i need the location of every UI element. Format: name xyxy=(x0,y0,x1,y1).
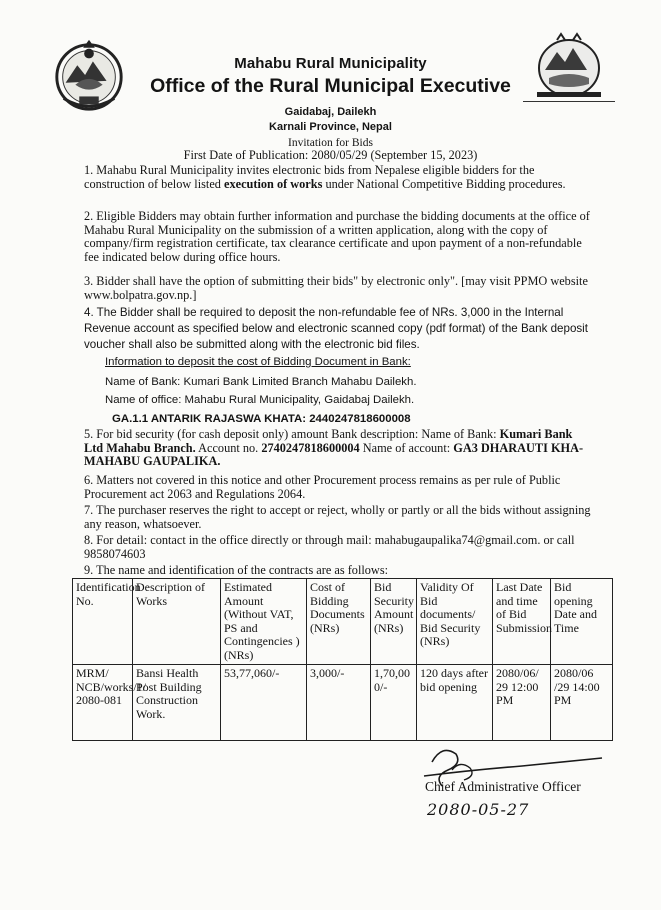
contracts-table xyxy=(72,578,613,741)
table-cell: Bansi Health Post Building Construction Work. xyxy=(133,665,221,741)
signatory-title: Chief Administrative Officer xyxy=(425,779,581,794)
paragraph-1: 1. Mahabu Rural Municipality invites electronic bids from Nepalese eligible bidders for the construction of below listed execution of works under National Competitive Bidding procedures. xyxy=(84,163,566,191)
invitation-title: Invitation for Bids xyxy=(288,137,373,149)
paragraph-6: 6. Matters not covered in this notice and other Procurement process remains as per rule of Public Procurement act 2063 and Regulations 2064. xyxy=(84,473,561,501)
signature-date: 2080-05-27 xyxy=(427,800,530,819)
table-cell: 2080/06/ 29 12:00 PM xyxy=(493,665,551,741)
table-header-cell: Identification No. xyxy=(73,579,133,665)
table-header-cell: Last Date and time of Bid Submission xyxy=(493,579,551,665)
logo-underline xyxy=(523,101,615,102)
office-name: Name of office: Mahabu Rural Municipality, Gaidabaj Dailekh. xyxy=(105,394,415,406)
paragraph-5: 5. For bid security (for cash deposit only) amount Bank description: Name of Bank: Kumari Bank Ltd Mahabu Branch. Account no. 2740247818600004 Name of account: GA3 DHARAUTI KHA-MAHABU GAUPALIKA. xyxy=(84,427,584,469)
address-line-1: Gaidabaj, Dailekh xyxy=(284,106,377,118)
table-header-row xyxy=(73,579,613,665)
table-header-cell: Cost of Bidding Documents (NRs) xyxy=(307,579,371,665)
table-cell: 1,70,000/- xyxy=(371,665,417,741)
address-line-2: Karnali Province, Nepal xyxy=(269,121,392,133)
table-cell: 2080/06 /29 14:00 PM xyxy=(551,665,613,741)
table-header-cell: Description of Works xyxy=(133,579,221,665)
table-cell: 53,77,060/- xyxy=(221,665,307,741)
paragraph-7: 7. The purchaser reserves the right to accept or reject, wholly or partly or all the bids without assigning any reason, whatsoever. xyxy=(84,503,591,531)
table-header-cell: Bid Security Amount (NRs) xyxy=(371,579,417,665)
revenue-account: GA.1.1 ANTARIK RAJASWA KHATA: 2440247818600008 xyxy=(112,413,411,425)
publication-date: First Date of Publication: 2080/05/29 (September 15, 2023) xyxy=(183,148,478,162)
municipality-name: Mahabu Rural Municipality xyxy=(234,55,427,72)
table-cell: 3,000/- xyxy=(307,665,371,741)
office-title: Office of the Rural Municipal Executive xyxy=(150,75,511,97)
table-header-cell: Bid opening Date and Time xyxy=(551,579,613,665)
table-header-cell: Estimated Amount (Without VAT, PS and Contingencies )(NRs) xyxy=(221,579,307,665)
table-cell: MRM/ NCB/works/1/ 2080-081 xyxy=(73,665,133,741)
paragraph-3: 3. Bidder shall have the option of submitting their bids" by electronic only". [may visit PPMO website www.bolpatra.gov.np.] xyxy=(84,274,588,302)
paragraph-9: 9. The name and identification of the contracts are as follows: xyxy=(84,563,389,577)
paragraph-2: 2. Eligible Bidders may obtain further information and purchase the bidding documents at the office of Mahabu Rural Municipality on the submission of a written application, along with the copy of company/firm registration certificate, tax clearance certificate and upon payment of a non-refundable fee indicated below during office hours. xyxy=(84,209,590,264)
bank-name: Name of Bank: Kumari Bank Limited Branch Mahabu Dailekh. xyxy=(105,376,417,388)
table-row xyxy=(73,665,613,741)
table-cell: 120 days after bid opening xyxy=(417,665,493,741)
table-header-cell: Validity Of Bid documents/ Bid Security (NRs) xyxy=(417,579,493,665)
bank-info-title: Information to deposit the cost of Bidding Document in Bank: xyxy=(105,356,411,368)
paragraph-4: 4. The Bidder shall be required to deposit the non-refundable fee of NRs. 3,000 in the Internal Revenue account as specified below and electronic scanned copy (pdf format) of the Bank deposit voucher shall also be submitted along with the electronic bid files. xyxy=(84,306,588,351)
paragraph-8: 8. For detail: contact in the office directly or through mail: mahabugaupalika74@gmail.com. or call 9858074603 xyxy=(84,533,575,561)
